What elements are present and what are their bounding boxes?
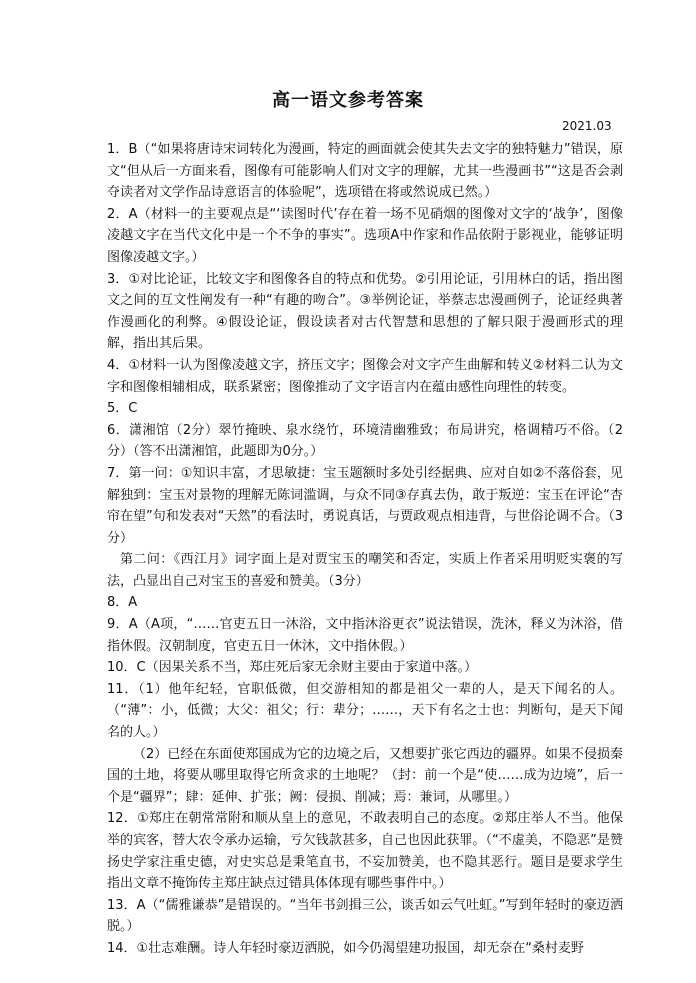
answer-10: 10．C（因果关系不当，郑庄死后家无余财主要由于家道中落。） bbox=[107, 660, 478, 676]
page-title: 高一语文参考答案 bbox=[272, 90, 424, 111]
answer-11-part-1: 11．（1）他年纪轻，官职低微，但交游相知的都是祖父一辈的人，是天下闻名的人。（“薄”：小，低微；大父：祖父；行：辈分；……，天下有名之士也：判断句，是天下闻名的人。） bbox=[107, 681, 623, 741]
answer-7-part-1: 7．第一问：①知识丰富，才思敏捷：宝玉题额时多处引经据典、应对自如②不落俗套，见解独到：宝玉对景物的理解无陈词滥调，与众不同③存真去伪，敢于叛逆：宝玉在评论“杏帘在望”句和发表对“天然”的看法时，勇说真话，与贾政观点相违背，与世俗论调不合。（3分） bbox=[107, 465, 623, 546]
answer-3: 3．①对比论证，比较文字和图像各自的特点和优势。②引用论证，引用林白的话，指出图文之间的互文性阐发有一种“有趣的吻合”。③举例论证，举蔡志忠漫画例子，论证经典著作漫画化的利弊。④假设论证，假设读者对古代智慧和思想的了解只限于漫画形式的理解，指出其后果。 bbox=[107, 271, 623, 352]
answer-8: 8．A bbox=[107, 595, 138, 611]
answer-14: 14．①壮志难酬。诗人年轻时豪迈洒脱，如今仍渴望建功报国，却无奈在“桑村麦野 bbox=[107, 940, 584, 956]
answer-2: 2．A（材料一的主要观点是“‘读图时代’存在着一场不见硝烟的图像对文字的‘战争’，图像凌越文字在当代文化中是一个不争的事实”。选项A中作家和作品依附于影视业，能够证明图像凌越文字。） bbox=[107, 206, 623, 265]
answer-1: 1．B（“如果将唐诗宋词转化为漫画，特定的画面就会使其失去文字的独特魅力”错误，原文“但从后一方面来看，图像有可能影响人们对文字的理解，尤其一些漫画书”“这是否会剥夺读者对文学作品诗意语言的体验呢”，选项错在将或然说成已然。） bbox=[107, 142, 623, 201]
answer-9: 9．A（A项，“……官吏五日一沐浴，文中指沐浴更衣”说法错误，洗沐，释义为沐浴，借指休假。汉朝制度，官吏五日一休沐，文中指休假。） bbox=[107, 617, 623, 654]
answer-6: 6．潇湘馆（2分）翠竹掩映、泉水绕竹，环境清幽雅致；布局讲究，格调精巧不俗。（2分）（答不出潇湘馆，此题即为0分。） bbox=[107, 422, 623, 460]
document-date: 2021.03 bbox=[562, 119, 612, 133]
answer-12: 12．①郑庄在朝常常附和顺从皇上的意见，不敢表明自己的态度。②郑庄举人不当。他保举的宾客，替大农令承办运输，亏欠钱款甚多，自己也因此获罪。（“不虚美，不隐恶”是赞扬史学家注重史德，对史实总是秉笔直书，不妄加赞美，也不隐其恶行。题目是要求学生指出文章不掩饰传主郑庄缺点过错具体体现有哪些事件中。） bbox=[107, 811, 623, 892]
answer-body bbox=[107, 139, 623, 960]
answer-13: 13．A（“儒雅谦恭”是错误的。“当年书剑揖三公，谈舌如云气吐虹。”写到年轻时的豪迈洒脱。） bbox=[107, 897, 623, 935]
answer-4: 4．①材料一认为图像凌越文字，挤压文字；图像会对文字产生曲解和转义②材料二认为文字和图像相辅相成，联系紧密；图像推动了文字语言内在蕴由感性向理性的转变。 bbox=[107, 357, 623, 395]
answer-5: 5．C bbox=[107, 401, 138, 417]
answer-11-part-2: （2）已经在东面使郑国成为它的边境之后，又想要扩张它西边的疆界。如果不侵损秦国的土地，将要从哪里取得它所贪求的土地呢？（封：前一个是“使……成为边境”，后一个是“疆界”；肆：延伸、扩张；阙：侵损、削减；焉：兼词，从哪里。） bbox=[107, 746, 623, 805]
answer-7-part-2: 第二问：《西江月》词字面上是对贾宝玉的嘲笑和否定，实质上作者采用明贬实褒的写法，凸显出自己对宝玉的喜爱和赞美。（3分） bbox=[107, 552, 623, 589]
